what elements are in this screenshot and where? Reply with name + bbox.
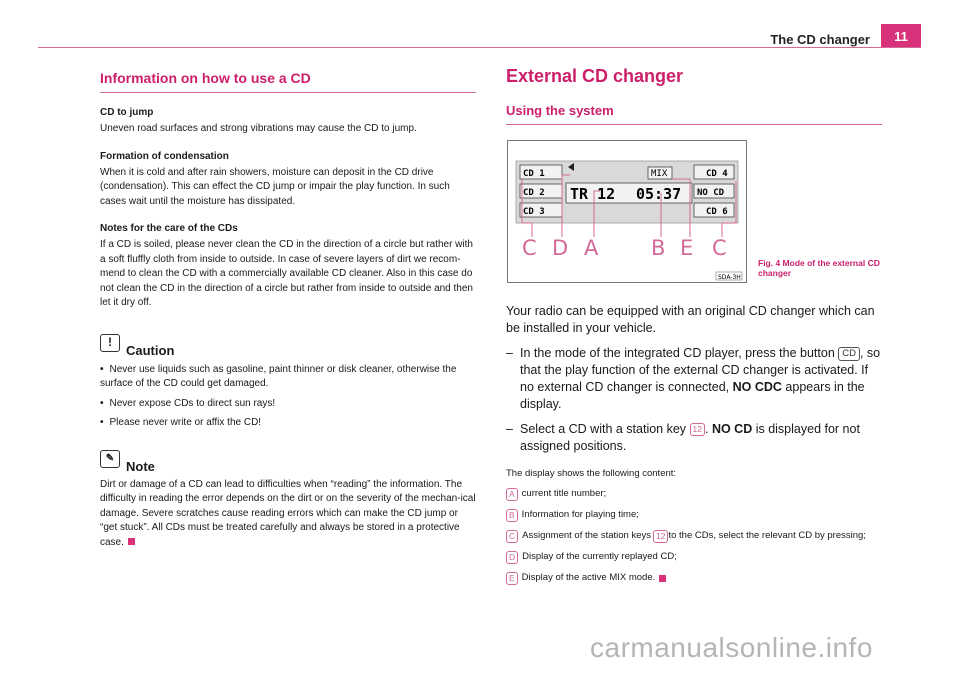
bullet-icon: • xyxy=(100,417,104,428)
label-b: B xyxy=(651,236,666,260)
paragraph-cd-jump: Uneven road surfaces and strong vibrations may cause the CD to jump. xyxy=(100,123,417,134)
running-header-title: The CD changer xyxy=(770,32,870,47)
caution-bullet: • Never expose CDs to direct sun rays! xyxy=(100,397,276,409)
list-item: A current title number; xyxy=(506,487,884,501)
bullet-icon: • xyxy=(100,363,104,375)
left-column xyxy=(100,70,476,550)
display-cd3: CD 3 xyxy=(523,207,545,217)
paragraph-condensation: When it is cold and after rain showers, moisture can deposit in the CD drive (condensation). This can effect the CD jump or impair the play function. In such cases wait until the moisture has dissipated. xyxy=(100,166,450,207)
display-cd6: CD 6 xyxy=(706,207,728,217)
step-1: – In the mode of the integrated CD player, press the button CD , so that the play function of the external CD changer is activated. If no external CD changer is connected, NO CDC appears in the display. xyxy=(506,346,881,411)
watermark: carmanualsonline.info xyxy=(590,632,873,663)
subheading-using-system: Using the system xyxy=(506,103,882,125)
figure-code: SDA-3H xyxy=(718,274,741,281)
figure-caption: Fig. 4 Mode of the external CD changer xyxy=(758,258,880,278)
display-mix: MIX xyxy=(651,169,668,179)
caution-bullet: • Please never write or affix the CD! xyxy=(100,417,262,428)
figure-cd-changer-display xyxy=(507,140,747,283)
display-time: 05:37 xyxy=(636,185,682,203)
subheading-cd-jump: CD to jump xyxy=(100,107,154,118)
page-number-badge: 11 xyxy=(881,24,921,48)
caution-title: Caution xyxy=(126,342,175,358)
note-icon: ✎ xyxy=(100,450,120,468)
caution-header xyxy=(100,329,476,358)
station-key-icon: 12 xyxy=(690,423,705,436)
caution-bullet: • Never use liquids such as gasoline, paint thinner or disk cleaner, otherwise the surface of the CD could get damaged. xyxy=(100,363,457,389)
end-marker-icon xyxy=(659,575,666,582)
label-c2: C xyxy=(712,236,727,260)
right-column-text xyxy=(506,303,884,592)
station-key-icon: 12 xyxy=(653,530,668,543)
label-e: E xyxy=(680,236,694,260)
marker-b-icon: B xyxy=(506,509,518,522)
subheading-cd-care: Notes for the care of the CDs xyxy=(100,223,238,234)
display-no-cd: NO CD xyxy=(697,188,725,198)
display-illustration xyxy=(508,141,746,282)
section-heading-cd-info: Information on how to use a CD xyxy=(100,70,476,93)
list-item: D Display of the currently replayed CD; xyxy=(506,550,884,564)
header-rule xyxy=(38,47,921,48)
paragraph-cd-care: If a CD is soiled, please never clean the CD in the direction of a circle but rather with a soft fluffly cloth from inside to outside. In case of severe layers of dirt we recom-mend to clean the CD with a commercially available CD cleaner. Also in this case do not clean the CD in the direction of a circle but rather from inside to outside and then let it dry off. xyxy=(100,239,473,308)
marker-e-icon: E xyxy=(506,572,518,585)
label-d: D xyxy=(552,236,569,260)
subheading-condensation: Formation of condensation xyxy=(100,150,229,162)
list-item: E Display of the active MIX mode. xyxy=(506,571,884,585)
marker-d-icon: D xyxy=(506,551,518,564)
list-item: C Assignment of the station keys 12 to the CDs, select the relevant CD by pressing; xyxy=(506,529,884,543)
section-heading-external-cd: External CD changer xyxy=(506,66,684,86)
note-text: Dirt or damage of a CD can lead to difficulties when “reading” the information. The difficulty in reading the error depends on the dirt or on the severity of the mechan-ical damage. Severe scratches cause reading errors which can make the CD jump or “get stuck”. All CDs must be treated carefully and always be stored in a protective case. xyxy=(100,478,476,548)
display-intro: The display shows the following content: xyxy=(506,468,677,479)
caution-icon: ! xyxy=(100,334,120,352)
note-header xyxy=(100,445,476,474)
cd-key-icon: CD xyxy=(838,347,860,361)
display-cd2: CD 2 xyxy=(523,188,545,198)
display-track: TR 12 xyxy=(570,185,616,203)
end-marker-icon xyxy=(128,538,135,545)
label-c: C xyxy=(522,236,537,260)
marker-a-icon: A xyxy=(506,488,518,501)
list-item: B Information for playing time; xyxy=(506,508,884,522)
note-title: Note xyxy=(126,458,155,474)
intro-paragraph: Your radio can be equipped with an original CD changer which can be installed in your vehicle. xyxy=(506,304,875,335)
bullet-icon: • xyxy=(100,397,104,409)
display-cd4: CD 4 xyxy=(706,169,728,179)
marker-c-icon: C xyxy=(506,530,518,543)
label-a: A xyxy=(584,236,599,260)
display-cd1: CD 1 xyxy=(523,169,545,179)
step-2: – Select a CD with a station key 12 . NO CD is displayed for not assigned positions. xyxy=(506,422,860,453)
